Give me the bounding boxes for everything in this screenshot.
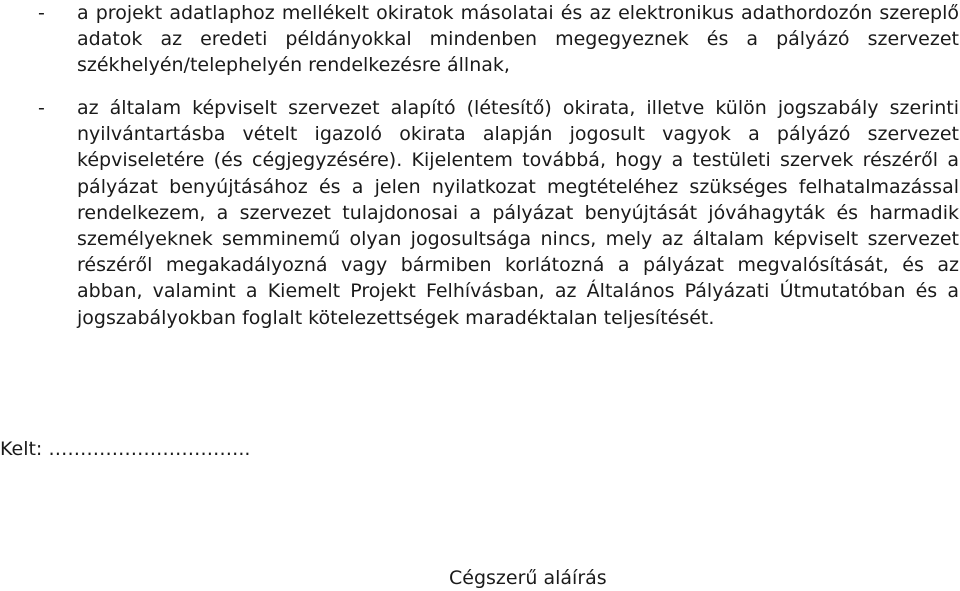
list-dash: - bbox=[38, 2, 45, 24]
date-line: Kelt: ………………………….. bbox=[0, 438, 251, 460]
declaration-text-1: a projekt adatlaphoz mellékelt okiratok másolatai és az elektronikus adathordozón szereplő adatok az eredeti példányokkal mindenben megegyeznek és a pályázó szervezet székhelyén/telephelyén rendelkezésre állnak, bbox=[77, 2, 959, 77]
declaration-item-2 bbox=[38, 95, 960, 331]
declaration-item-1 bbox=[38, 0, 960, 79]
list-dash: - bbox=[38, 97, 45, 119]
declaration-text-2: az általam képviselt szervezet alapító (létesítő) okirata, illetve külön jogszabály szerinti nyilvántartásba vételt igazoló okirata alapján jogosult vagyok a pályázó szervezet képviseletére (és cégjegyzésére). Kijelentem továbbá, hogy a testületi szervek részéről a pályázat benyújtásához és a jelen nyilatkozat megtételéhez szükséges felhatalmazással rendelkezem, a szervezet tulajdonosai a pályázat benyújtását jóváhagyták és harmadik személyeknek semminemű olyan jogosultsága nincs, mely az általam képviselt szervezet részéről megakadályozná vagy bármiben korlátozná a pályázat megvalósítását, és az abban, valamint a Kiemelt Projekt Felhívásban, az Általános Pályázati Útmutatóban és a jogszabályokban foglalt kötelezettségek maradéktalan teljesítését. bbox=[77, 97, 959, 329]
signature-label: Cégszerű aláírás bbox=[449, 567, 607, 589]
